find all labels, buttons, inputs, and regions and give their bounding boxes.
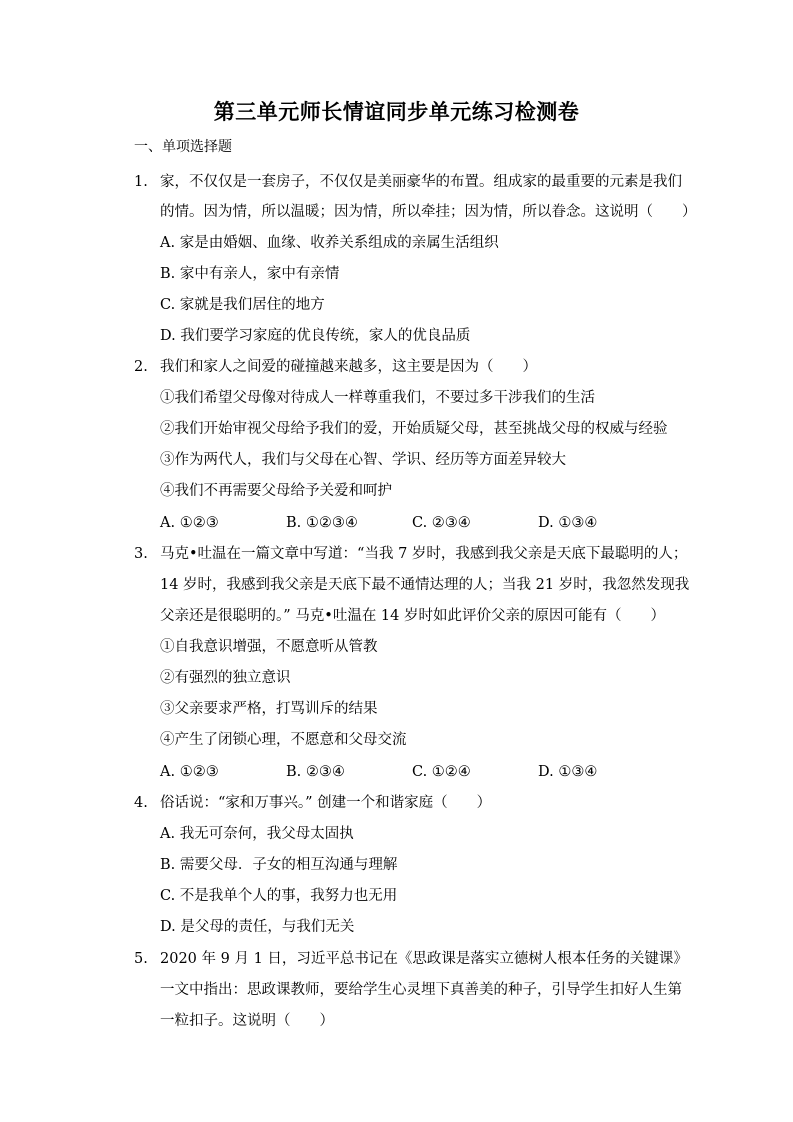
option-a: A. ①②③: [160, 764, 219, 780]
statement-4: ④我们不再需要父母给予关爱和呵护: [160, 483, 392, 499]
option-b: B. 家中有亲人，家中有亲情: [160, 266, 340, 282]
statement-3: ③父亲要求严格，打骂训斥的结果: [160, 701, 378, 717]
question-number: 2.: [134, 359, 148, 375]
statement-2: ②有强烈的独立意识: [160, 670, 291, 686]
option-d: D. ①③④: [538, 515, 598, 531]
question-number: 1.: [134, 174, 148, 190]
page-title: 第三单元师长情谊同步单元练习检测卷: [213, 99, 580, 124]
question-text: 家，不仅仅是一套房子，不仅仅是美丽豪华的布置。组成家的最重要的元素是我们: [160, 174, 682, 190]
question-number: 5.: [134, 951, 148, 967]
option-d: D. ①③④: [538, 764, 598, 780]
question-text: 父亲还是很聪明的。” 马克•吐温在 14 岁时如此评价父亲的原因可能有（ ）: [160, 608, 665, 624]
option-c: C. 家就是我们居住的地方: [160, 297, 325, 313]
option-c: C. ①②④: [412, 764, 471, 780]
option-c: C. 不是我单个人的事，我努力也无用: [160, 888, 398, 904]
question-text: 一文中指出：思政课教师，要给学生心灵埋下真善美的种子，引导学生扣好人生第: [160, 982, 682, 998]
question-text: 的情。因为情，所以温暖；因为情，所以牵挂；因为情，所以眷念。这说明（ ）: [160, 204, 697, 220]
statement-2: ②我们开始审视父母给予我们的爱，开始质疑父母，甚至挑战父母的权威与经验: [160, 421, 668, 437]
statement-1: ①自我意识增强，不愿意听从管教: [160, 639, 378, 655]
option-b: B. ②③④: [286, 764, 345, 780]
option-d: D. 我们要学习家庭的优良传统，家人的优良品质: [160, 328, 471, 344]
question-number: 3.: [134, 546, 148, 562]
question-text: 我们和家人之间爱的碰撞越来越多，这主要是因为（ ）: [160, 359, 537, 375]
option-c: C. ②③④: [412, 515, 471, 531]
section-heading: 一、单项选择题: [134, 139, 232, 155]
option-a: A. ①②③: [160, 515, 219, 531]
question-text: 俗话说：“家和万事兴。” 创建一个和谐家庭（ ）: [160, 795, 492, 811]
option-a: A. 家是由婚姻、血缘、收养关系组成的亲属生活组织: [160, 235, 499, 251]
option-b: B. 需要父母．子女的相互沟通与理解: [160, 857, 398, 873]
statement-3: ③作为两代人，我们与父母在心智、学识、经历等方面差异较大: [160, 452, 566, 468]
question-text: 马克•吐温在一篇文章中写道：“当我 7 岁时，我感到我父亲是天底下最聪明的人；: [160, 546, 688, 562]
statement-4: ④产生了闭锁心理，不愿意和父母交流: [160, 732, 407, 748]
question-text: 2020 年 9 月 1 日，习近平总书记在《思政课是落实立德树人根本任务的关键课》: [160, 951, 688, 967]
question-number: 4.: [134, 795, 148, 811]
question-text: 14 岁时，我感到我父亲是天底下最不通情达理的人；当我 21 岁时，我忽然发现我: [160, 577, 690, 593]
option-d: D. 是父母的责任，与我们无关: [160, 919, 355, 935]
option-b: B. ①②③④: [286, 515, 358, 531]
option-a: A. 我无可奈何，我父母太固执: [160, 826, 354, 842]
statement-1: ①我们希望父母像对待成人一样尊重我们，不要过多干涉我们的生活: [160, 390, 595, 406]
question-text: 一粒扣子。这说明（ ）: [160, 1013, 334, 1029]
